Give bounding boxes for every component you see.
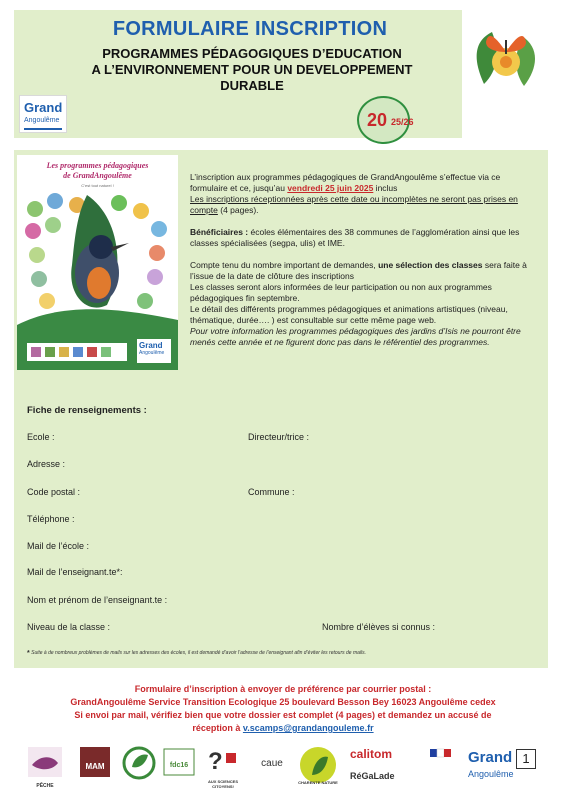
intro-text-span: sera faite à l’issue de la date de clôture des inscriptions bbox=[190, 260, 527, 281]
footnote-star: * bbox=[27, 650, 30, 657]
question-icon bbox=[204, 745, 242, 775]
logo-text-top: Grand bbox=[24, 100, 63, 115]
directeur-field[interactable]: Directeur/trice : bbox=[248, 432, 310, 442]
intro-paragraph-beneficiaires bbox=[190, 227, 540, 249]
send-text: réception à bbox=[192, 723, 243, 733]
send-line: Si envoi par mail, vérifiez bien que votre dossier est complet (4 pages) et demandez un accusé de bbox=[74, 710, 492, 720]
contact-email-link[interactable]: v.scamps@grandangouleme.fr bbox=[242, 723, 374, 733]
svg-text:?: ? bbox=[208, 748, 223, 775]
nombre-eleves-field[interactable]: Nombre d’élèves si connus : bbox=[322, 622, 436, 632]
conservatoire-logo bbox=[120, 745, 158, 789]
subtitle-line: PROGRAMMES PÉDAGOGIQUES D’EDUCATION bbox=[102, 46, 402, 61]
brochure-logo-text: Angoulême bbox=[139, 350, 165, 356]
intro-text bbox=[190, 172, 540, 348]
fdc-label: fdc16 bbox=[169, 762, 189, 769]
intro-paragraph-selection bbox=[190, 260, 540, 348]
send-line bbox=[18, 722, 548, 735]
footer-logo-text: Grand bbox=[468, 749, 513, 766]
calitom-label: calitom bbox=[350, 747, 393, 761]
intro-text-span: écoles élémentaires des 38 communes de l’agglomération ainsi que les classes spécialisées (segpa, ulis) et IME. bbox=[190, 227, 520, 248]
code-postal-field[interactable]: Code postal : bbox=[27, 487, 81, 497]
nom-enseignant-field[interactable]: Nom et prénom de l’enseignant.te : bbox=[27, 595, 168, 605]
intro-text-span: inclus bbox=[373, 183, 398, 193]
caue-label: caue bbox=[261, 758, 283, 769]
leaf-circle-icon bbox=[120, 745, 158, 789]
brochure-title-line: de GrandAngoulême bbox=[63, 171, 132, 180]
brochure-logo-text: Grand bbox=[139, 341, 163, 350]
intro-text-span: Compte tenu du nombre important de demandes, bbox=[190, 260, 379, 270]
mail-enseignant-field[interactable]: Mail de l’enseignant.te*: bbox=[27, 567, 123, 577]
send-line: GrandAngoulême Service Transition Ecologique 25 boulevard Besson Bey 16023 Angoulême cedex bbox=[70, 697, 496, 707]
mail-ecole-field[interactable]: Mail de l’école : bbox=[27, 541, 90, 551]
peche-fish-icon bbox=[26, 745, 64, 779]
footnote-text: Suite à de nombreux problèmes de mails sur les adresses des écoles, il est demandé d’avoir l’adresse de l’enseignant afin d’éviter les retours de mails. bbox=[31, 650, 367, 656]
year-badge bbox=[357, 96, 414, 144]
brochure-tagline: C’est tout naturel ! bbox=[81, 183, 114, 188]
subtitle-line: A L’ENVIRONNEMENT POUR UN DEVELOPPEMENT bbox=[91, 62, 413, 77]
intro-text-span: (4 pages). bbox=[217, 205, 259, 215]
logo-text-bottom: Angoulême bbox=[24, 117, 60, 124]
footer-logo-text: Angoulême bbox=[468, 769, 514, 779]
partner-logos bbox=[26, 745, 516, 791]
fdc16-logo bbox=[162, 745, 196, 789]
intro-text-span: Le détail des différents programmes pédagogiques et animations artistiques (niveau, thématique, durée…. ) est consultable sur cette même page web. bbox=[190, 304, 508, 325]
commune-field[interactable]: Commune : bbox=[248, 487, 295, 497]
mam-logo bbox=[78, 745, 112, 789]
mam-label: MAM bbox=[85, 762, 105, 771]
charente-nature-logo bbox=[298, 745, 338, 789]
brochure-grand-logo bbox=[139, 341, 171, 361]
peche-logo bbox=[26, 745, 64, 789]
republique-logo bbox=[428, 745, 454, 789]
grand-angouleme-logo bbox=[19, 95, 67, 133]
send-line: Formulaire d’inscription à envoyer de préférence par courrier postal : bbox=[134, 684, 432, 694]
charente-label: CHARENTE NATURE bbox=[298, 780, 338, 785]
selection-label: une sélection des classes bbox=[378, 260, 483, 270]
niveau-classe-field[interactable]: Niveau de la classe : bbox=[27, 622, 111, 632]
isis-note: Pour votre information les programmes pédagogiques des jardins d’Isis ne pourront être menés cette année et ne figurent donc pas dans le référentiel des programmes. bbox=[190, 326, 521, 347]
caue-logo bbox=[252, 745, 292, 789]
page-number: 1 bbox=[516, 749, 536, 769]
intro-text-span: Les classes seront alors informées de leur participation ou non aux programmes pédagogiques fin septembre. bbox=[190, 282, 492, 303]
brochure-cover-image bbox=[17, 155, 178, 370]
brochure-title-line: Les programmes pédagogiques bbox=[46, 161, 149, 170]
marianne-icon bbox=[428, 745, 454, 779]
ecole-field[interactable]: Ecole : bbox=[27, 432, 55, 442]
deadline-date: vendredi 25 juin 2025 bbox=[287, 183, 374, 193]
butterfly-flower-image bbox=[464, 22, 546, 92]
form-title: Fiche de renseignements : bbox=[27, 405, 147, 416]
brochure-illustration bbox=[17, 155, 178, 370]
calitom-logo bbox=[348, 745, 416, 789]
mail-footnote bbox=[27, 650, 537, 657]
sciences-label: AUX SCIENCES CITOYENS! bbox=[207, 779, 238, 789]
subtitle-line: DURABLE bbox=[220, 78, 284, 93]
intro-text-span: L’inscription aux programmes pédagogiques de GrandAngoulême s’effectue via ce formulaire et ce, jusqu’au bbox=[190, 172, 501, 193]
telephone-field[interactable]: Téléphone : bbox=[27, 514, 75, 524]
logo-swoosh bbox=[24, 128, 62, 130]
send-instructions bbox=[18, 683, 548, 735]
sciences-citoyens-logo bbox=[204, 745, 242, 789]
grand-angouleme-footer-logo bbox=[466, 745, 516, 789]
year-sub: 25/26 bbox=[391, 117, 414, 127]
peche-label: PÊCHE bbox=[36, 783, 54, 789]
beneficiaires-label: Bénéficiaires : bbox=[190, 227, 249, 237]
intro-paragraph-deadline bbox=[190, 172, 540, 216]
deadline-rule: Les inscriptions réceptionnées après cette date ou incomplètes ne seront pas prises en compte bbox=[190, 194, 518, 215]
page-subtitle bbox=[52, 46, 452, 94]
regalade-label: RéGaLade bbox=[350, 771, 395, 781]
page-title: FORMULAIRE INSCRIPTION bbox=[112, 18, 388, 40]
year-main: 20 bbox=[367, 110, 388, 130]
adresse-field[interactable]: Adresse : bbox=[27, 459, 66, 469]
